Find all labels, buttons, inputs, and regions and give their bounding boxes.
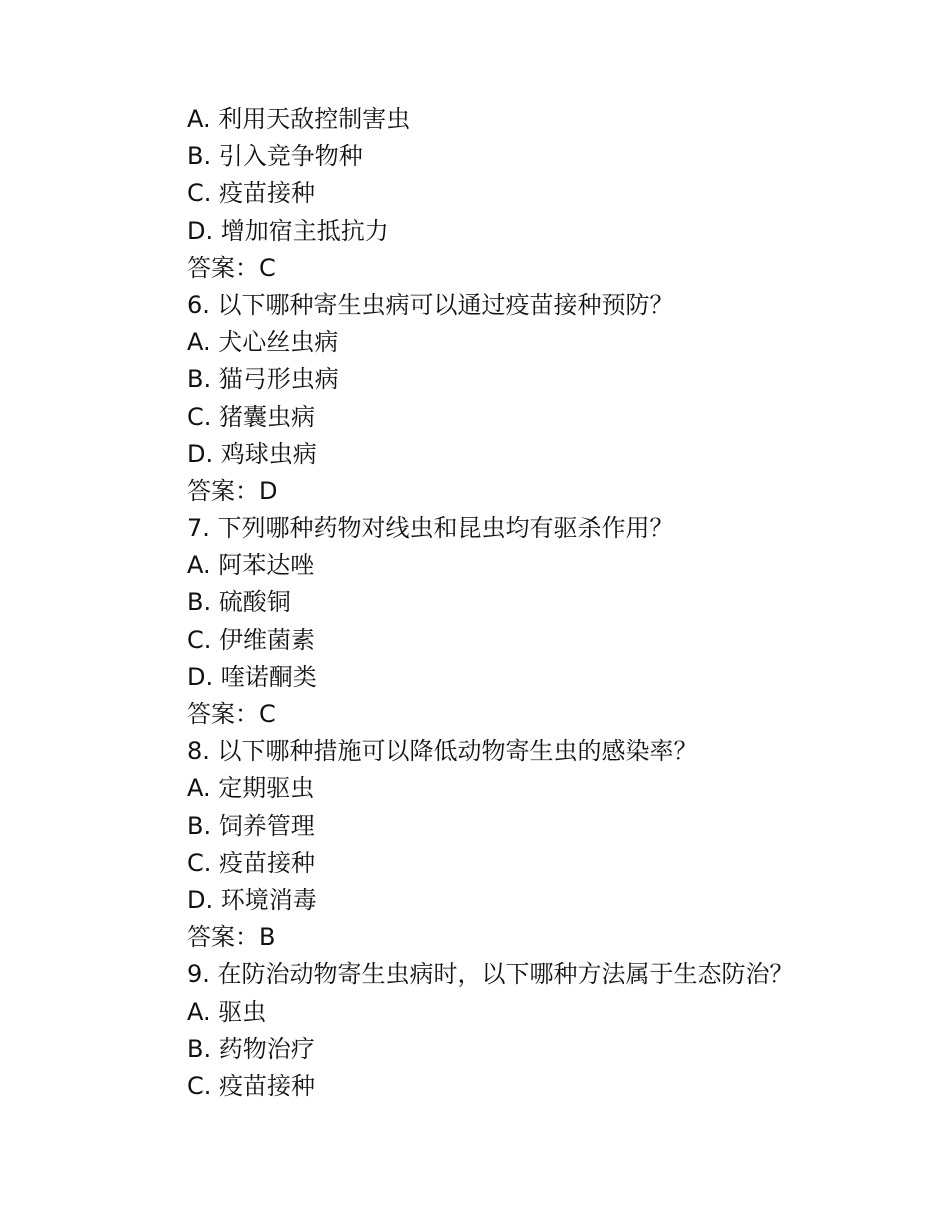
option-line: B. 猫弓形虫病 [187, 365, 339, 394]
option-line: D. 喹诺酮类 [187, 662, 317, 691]
answer-line: 答案：D [187, 476, 278, 505]
option-line: C. 猪囊虫病 [187, 402, 316, 431]
option-line: C. 伊维菌素 [187, 625, 316, 654]
option-line: B. 药物治疗 [187, 1034, 315, 1063]
option-line: A. 定期驱虫 [187, 774, 315, 803]
option-line: B. 引入竞争物种 [187, 142, 363, 171]
option-line: C. 疫苗接种 [187, 1071, 316, 1100]
option-line: B. 饲养管理 [187, 811, 315, 840]
option-line: B. 硫酸铜 [187, 588, 291, 617]
answer-line: 答案：B [187, 923, 276, 952]
option-line: A. 犬心丝虫病 [187, 328, 339, 357]
answer-line: 答案：C [187, 253, 276, 282]
question-line: 9. 在防治动物寄生虫病时，以下哪种方法属于生态防治？ [187, 960, 794, 989]
question-line: 8. 以下哪种措施可以降低动物寄生虫的感染率？ [187, 737, 698, 766]
option-line: A. 驱虫 [187, 997, 267, 1026]
option-line: D. 鸡球虫病 [187, 439, 317, 468]
option-line: D. 环境消毒 [187, 885, 317, 914]
question-list [187, 101, 887, 1105]
question-line: 7. 下列哪种药物对线虫和昆虫均有驱杀作用？ [187, 514, 674, 543]
option-line: C. 疫苗接种 [187, 848, 316, 877]
option-line: A. 阿苯达唑 [187, 551, 315, 580]
question-line: 6. 以下哪种寄生虫病可以通过疫苗接种预防？ [187, 290, 674, 319]
option-line: C. 疫苗接种 [187, 179, 316, 208]
option-line: D. 增加宿主抵抗力 [187, 216, 389, 245]
answer-line: 答案：C [187, 700, 276, 728]
option-line: A. 利用天敌控制害虫 [187, 105, 411, 133]
